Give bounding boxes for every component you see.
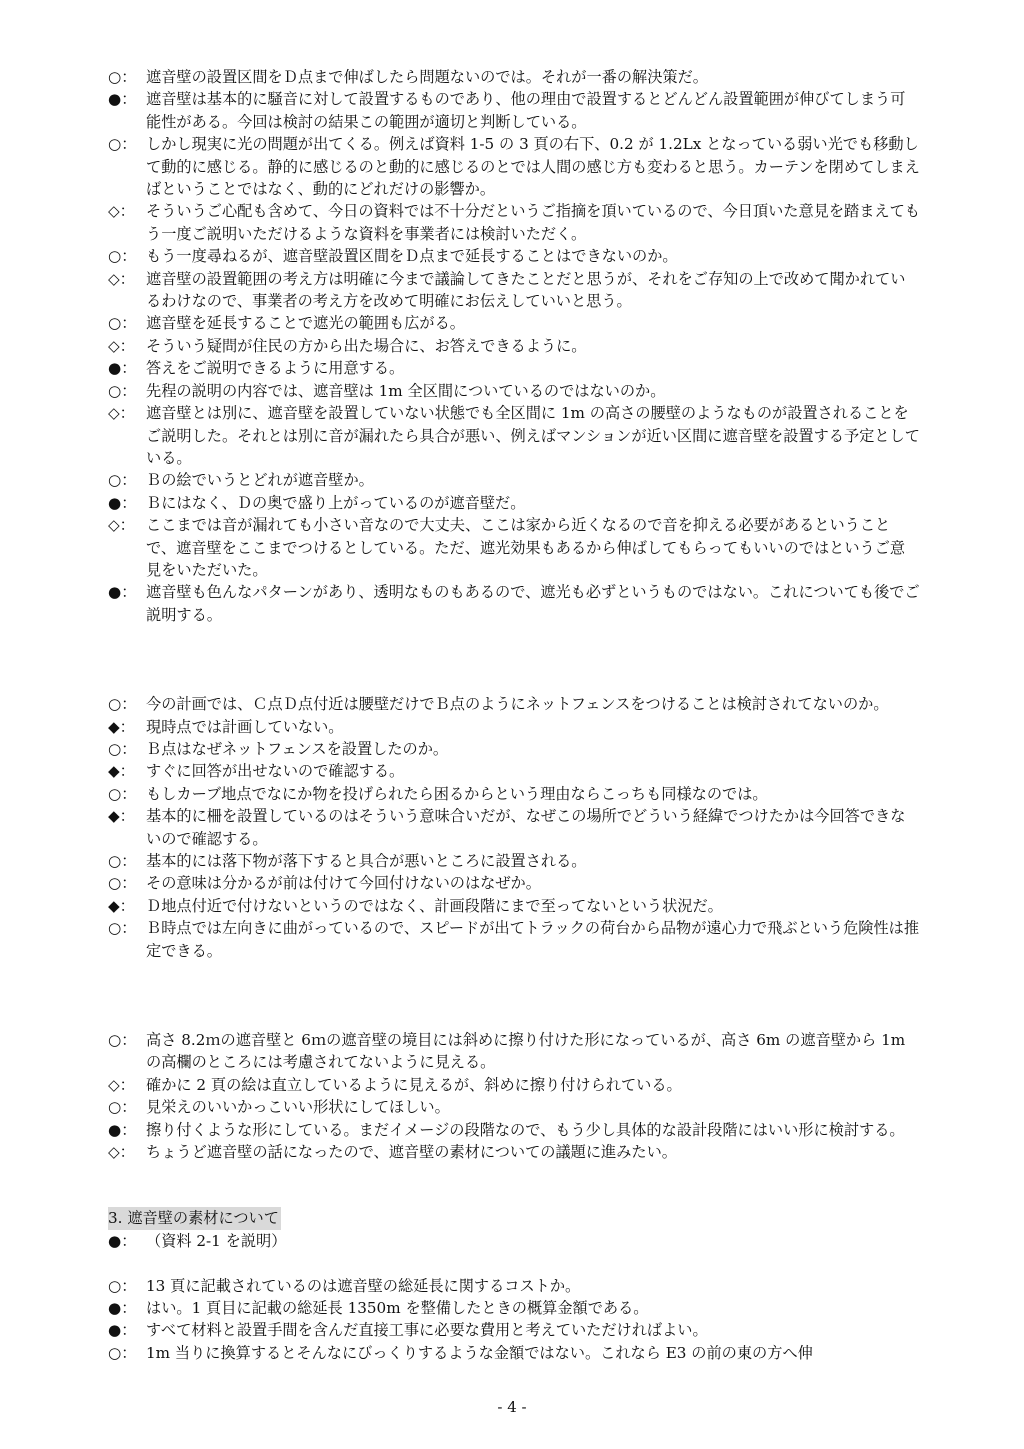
speaker-marker: ○： bbox=[108, 68, 137, 86]
speaker-marker: ○： bbox=[108, 919, 137, 938]
statement-text: 答えをご説明できるように用意する。 bbox=[146, 359, 405, 378]
statement-text: Ｄ地点付近で付けないというのではなく、計画段階にまで至ってないという状況だ。 bbox=[146, 896, 723, 915]
page-number: - 4 - bbox=[497, 1398, 527, 1416]
statement bbox=[108, 492, 920, 514]
speaker-marker: ○： bbox=[108, 314, 137, 333]
speaker-marker: ◇： bbox=[108, 202, 135, 221]
statement-text: すべて材料と設置手間を含んだ直接工事に必要な費用と考えていただければよい。 bbox=[146, 1321, 708, 1340]
spacer bbox=[108, 1252, 920, 1274]
statement-text: ちょうど遮音壁の話になったので、遮音壁の素材についての議題に進みたい。 bbox=[146, 1143, 677, 1162]
statement-text: 基本的に柵を設置しているのはそういう意味合いだが、なぜこの場所でどういう経緯でつけたかは今回答できないので確認する。 bbox=[146, 807, 906, 848]
statement-text: 遮音壁は基本的に騒音に対して設置するものであり、他の理由で設置するとどんどん設置範囲が伸びてしまう可能性がある。今回は検討の結果この範囲が適切と判断している。 bbox=[146, 90, 906, 131]
speaker-marker: ◇： bbox=[108, 1143, 135, 1162]
speaker-marker: ○： bbox=[108, 1343, 137, 1362]
statement bbox=[108, 850, 920, 872]
discussion-block-barrier-height bbox=[108, 1029, 920, 1163]
statement bbox=[108, 514, 920, 581]
statement bbox=[108, 760, 920, 782]
statement-text: 遮音壁とは別に、遮音壁を設置していない状態でも全区間に 1m の高さの腰壁のようなものが設置されることをご説明した。それとは別に音が漏れたら具合が悪い、例えばマンションが近い区間に遮音壁を設置する予定としている。 bbox=[146, 404, 920, 467]
speaker-marker: ○： bbox=[108, 695, 137, 714]
speaker-marker: ●： bbox=[108, 1321, 137, 1340]
speaker-marker: ●： bbox=[108, 1299, 137, 1318]
statement bbox=[108, 1119, 920, 1141]
statement-text: Ｂ時点では左向きに曲がっているので、スピードが出てトラックの荷台から品物が遠心力で飛ぶという危険性は推定できる。 bbox=[146, 919, 920, 960]
speaker-marker: ◇： bbox=[108, 269, 135, 288]
statement bbox=[108, 357, 920, 379]
statement bbox=[108, 200, 920, 245]
speaker-marker: ○： bbox=[108, 247, 137, 266]
statement-text: 13 頁に記載されているのは遮音壁の総延長に関するコストか。 bbox=[146, 1276, 581, 1295]
speaker-marker: ○： bbox=[108, 1276, 137, 1295]
statement-text: 先程の説明の内容では、遮音壁は 1m 全区間についているのではないのか。 bbox=[146, 381, 666, 400]
statement bbox=[108, 1074, 920, 1096]
speaker-marker: ○： bbox=[108, 739, 137, 758]
speaker-marker: ○： bbox=[108, 1098, 137, 1117]
statement-text: Ｂの絵でいうとどれが遮音壁か。 bbox=[146, 471, 374, 490]
speaker-marker: ●： bbox=[108, 583, 137, 602]
statement-text: しかし現実に光の問題が出てくる。例えば資料 1-5 の 3 頁の右下、0.2 が 1.2Lx となっている弱い光でも移動して動的に感じる。静的に感じるのと動的に感じるのとでは人間の感じ方も変わると思う。カーテンを閉めてしまえばということではなく、動的にどれだけの影響か。 bbox=[146, 135, 920, 199]
statement-text: 遮音壁の設置区間をＤ点まで伸ばしたら問題ないのでは。それが一番の解決策だ。 bbox=[146, 68, 708, 86]
statement bbox=[108, 805, 920, 850]
statement bbox=[108, 88, 920, 133]
statement-text: すぐに回答が出せないので確認する。 bbox=[146, 762, 405, 781]
statement bbox=[108, 245, 920, 267]
statement bbox=[108, 1096, 920, 1118]
statement bbox=[108, 895, 920, 917]
section-discussion bbox=[108, 1275, 920, 1365]
statement bbox=[108, 783, 920, 805]
statement-text: 1m 当りに換算するとそんなにびっくりするような金額ではない。これなら E3 の前の東の方へ伸 bbox=[146, 1343, 813, 1362]
statement bbox=[108, 1141, 920, 1163]
discussion-block-sound-barrier-range bbox=[108, 66, 920, 626]
statement bbox=[108, 1297, 920, 1319]
statement-text: はい。1 頁目に記載の総延長 1350m を整備したときの概算金額である。 bbox=[146, 1299, 649, 1318]
statement bbox=[108, 1319, 920, 1341]
speaker-marker: ●： bbox=[108, 1231, 137, 1250]
statement bbox=[108, 380, 920, 402]
speaker-marker: ◆： bbox=[108, 762, 135, 781]
statement-text: そういうご心配も含めて、今日の資料では不十分だというご指摘を頂いているので、今日頂いた意見を踏まえてもう一度ご説明いただけるような資料を事業者には検討いただく。 bbox=[146, 202, 920, 243]
speaker-marker: ●： bbox=[108, 359, 137, 378]
statement bbox=[108, 738, 920, 760]
speaker-marker: ○： bbox=[108, 1031, 137, 1050]
statement bbox=[108, 402, 920, 469]
statement bbox=[108, 716, 920, 738]
speaker-marker: ●： bbox=[108, 90, 137, 109]
section-heading: 3. 遮音壁の素材について bbox=[108, 1207, 281, 1229]
statement-text: もう一度尋ねるが、遮音壁設置区間をＤ点まで延長することはできないのか。 bbox=[146, 247, 678, 266]
speaker-marker: ◆： bbox=[108, 717, 135, 736]
speaker-marker: ◇： bbox=[108, 1075, 135, 1094]
statement bbox=[108, 872, 920, 894]
statement bbox=[108, 469, 920, 491]
statement bbox=[108, 917, 920, 962]
speaker-marker: ◆： bbox=[108, 807, 135, 826]
statement-text: （資料 2-1 を説明） bbox=[146, 1231, 287, 1250]
speaker-marker: ●： bbox=[108, 1120, 137, 1139]
spacer bbox=[108, 626, 920, 693]
speaker-marker: ○： bbox=[108, 135, 137, 154]
speaker-marker: ◇： bbox=[108, 516, 135, 535]
statement bbox=[108, 335, 920, 357]
statement-text: もしカーブ地点でなにか物を投げられたら困るからという理由ならこっちも同様なのでは。 bbox=[146, 784, 768, 803]
statement-text: 確かに 2 頁の絵は直立しているように見えるが、斜めに擦り付けられている。 bbox=[146, 1075, 682, 1094]
statement bbox=[108, 693, 920, 715]
statement bbox=[108, 1029, 920, 1074]
statement-text: Ｂ点はなぜネットフェンスを設置したのか。 bbox=[146, 739, 449, 758]
statement bbox=[108, 268, 920, 313]
statement bbox=[108, 581, 920, 626]
statement bbox=[108, 312, 920, 334]
speaker-marker: ○： bbox=[108, 852, 137, 870]
speaker-marker: ○： bbox=[108, 784, 137, 803]
statement bbox=[108, 133, 920, 200]
speaker-marker: ●： bbox=[108, 493, 137, 512]
spacer bbox=[108, 1163, 920, 1207]
speaker-marker: ◇： bbox=[108, 404, 135, 423]
statement-text: 遮音壁も色んなパターンがあり、透明なものもあるので、遮光も必ずというものではない。これについても後でご説明する。 bbox=[146, 583, 920, 624]
section-heading-row bbox=[108, 1207, 920, 1229]
speaker-marker: ◇： bbox=[108, 336, 135, 355]
statement-text: 遮音壁の設置範囲の考え方は明確に今まで議論してきたことだと思うが、それをご存知の上で改めて聞かれているわけなので、事業者の考え方を改めて明確にお伝えしていいと思う。 bbox=[146, 269, 906, 311]
statement-text: ここまでは音が漏れても小さい音なので大丈夫、ここは家から近くなるので音を抑える必要があるということで、遮音壁をここまでつけるとしている。ただ、遮光効果もあるから伸ばしてもらってもいいのではというご意見をいただいた。 bbox=[146, 516, 906, 579]
statement-text: 高さ 8.2ｍの遮音壁と 6ｍの遮音壁の境目には斜めに擦り付けた形になっているが、高さ 6m の遮音壁から 1m の高欄のところには考慮されてないように見える。 bbox=[146, 1031, 906, 1072]
speaker-marker: ◆： bbox=[108, 896, 135, 915]
statement-text: 基本的には落下物が落下すると具合が悪いところに設置される。 bbox=[146, 852, 587, 870]
statement bbox=[108, 1275, 920, 1297]
statement-text: そういう疑問が住民の方から出た場合に、お答えできるように。 bbox=[146, 336, 587, 355]
speaker-marker: ○： bbox=[108, 381, 137, 400]
statement bbox=[108, 1342, 920, 1364]
statement-text: 現時点では計画していない。 bbox=[146, 717, 344, 736]
speaker-marker: ○： bbox=[108, 874, 137, 893]
statement-text: 遮音壁を延長することで遮光の範囲も広がる。 bbox=[146, 314, 465, 333]
statement-text: その意味は分かるが前は付けて今回付けないのはなぜか。 bbox=[146, 874, 541, 893]
discussion-block-net-fence bbox=[108, 693, 920, 962]
statement-text: Ｂにはなく、Ｄの奥で盛り上がっているのが遮音壁だ。 bbox=[146, 493, 526, 512]
spacer bbox=[108, 962, 920, 1029]
section-intro bbox=[108, 1230, 920, 1252]
statement-text: 見栄えのいいかっこいい形状にしてほしい。 bbox=[146, 1098, 450, 1117]
statement bbox=[108, 66, 920, 88]
statement-text: 擦り付くような形にしている。まだイメージの段階なので、もう少し具体的な設計段階にはいい形に検討する。 bbox=[146, 1120, 905, 1139]
statement-text: 今の計画では、Ｃ点Ｄ点付近は腰壁だけでＢ点のようにネットフェンスをつけることは検討されてないのか。 bbox=[146, 695, 889, 714]
document-body bbox=[108, 66, 920, 1364]
speaker-marker: ○： bbox=[108, 471, 137, 490]
